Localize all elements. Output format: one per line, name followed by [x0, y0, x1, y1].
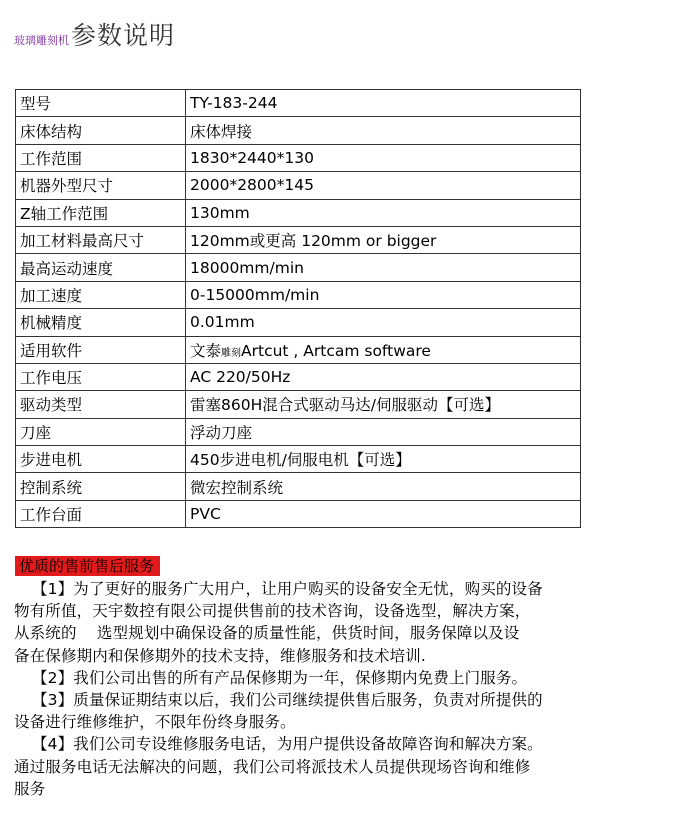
spec-value: TY-183-244	[186, 90, 581, 117]
spec-value: 1830*2440*130	[186, 144, 581, 171]
spec-label: 型号	[16, 90, 186, 117]
spec-value: AC 220/50Hz	[186, 363, 581, 390]
service-line: 备在保修期内和保修期外的技术支持，维修服务和技术培训.	[14, 646, 426, 665]
service-line: 从系统的 选型规划中确保设备的质量性能，供货时间，服务保障以及设	[14, 624, 520, 643]
spec-value: 18000mm/min	[186, 254, 581, 281]
service-line: 【1】为了更好的服务广大用户，让用户购买的设备安全无忧，购买的设备	[32, 580, 543, 598]
service-line: 设备进行维修维护，不限年份终身服务。	[14, 713, 296, 732]
service-line: 【3】质量保证期结束以后，我们公司继续提供售后服务，负责对所提供的	[32, 691, 543, 710]
spec-label: 步进电机	[16, 446, 186, 473]
title-main: 参数说明	[71, 21, 176, 50]
table-row	[16, 226, 581, 253]
service-text	[14, 578, 682, 800]
spec-label: 工作电压	[16, 363, 186, 390]
spec-label: 刀座	[16, 418, 186, 445]
spec-value	[186, 336, 581, 363]
spec-label: 适用软件	[16, 336, 186, 363]
spec-value: 450步进电机/伺服电机【可选】	[186, 446, 581, 473]
table-row	[16, 446, 581, 473]
table-row	[16, 391, 581, 418]
spec-label: 加工速度	[16, 281, 186, 308]
spec-label: 最高运动速度	[16, 254, 186, 281]
spec-label: Z轴工作范围	[16, 199, 186, 226]
service-line: 通过服务电话无法解决的问题，我们公司将派技术人员提供现场咨询和维修	[14, 757, 531, 776]
spec-value: 120mm或更高 120mm or bigger	[186, 226, 581, 253]
title-prefix: 玻璃雕刻机	[14, 34, 69, 47]
table-row	[16, 172, 581, 199]
spec-label: 驱动类型	[16, 391, 186, 418]
table-row	[16, 418, 581, 445]
spec-label: 工作台面	[16, 500, 186, 527]
spec-value: 床体焊接	[186, 117, 581, 144]
table-row	[16, 500, 581, 527]
spec-value: 130mm	[186, 199, 581, 226]
spec-value: 微宏控制系统	[186, 473, 581, 500]
service-line: 物有所值，天宇数控有限公司提供售前的技术咨询，设备选型，解决方案，	[14, 602, 531, 621]
table-row	[16, 254, 581, 281]
spec-value: 浮动刀座	[186, 418, 581, 445]
spec-value: 雷塞860H混合式驱动马达/伺服驱动【可选】	[186, 391, 581, 418]
service-line: 服务	[14, 779, 46, 798]
table-row	[16, 144, 581, 171]
spec-label: 机器外型尺寸	[16, 172, 186, 199]
table-row	[16, 281, 581, 308]
spec-label: 加工材料最高尺寸	[16, 226, 186, 253]
spec-value: 0.01mm	[186, 309, 581, 336]
table-row	[16, 473, 581, 500]
page-title	[14, 16, 175, 52]
spec-value: PVC	[186, 500, 581, 527]
table-row	[16, 336, 581, 363]
service-line: 【2】我们公司出售的所有产品保修期为一年，保修期内免费上门服务。	[32, 668, 528, 687]
table-row	[16, 117, 581, 144]
spec-label: 机械精度	[16, 309, 186, 336]
table-row	[16, 363, 581, 390]
spec-value: 2000*2800*145	[186, 172, 581, 199]
spec-label: 控制系统	[16, 473, 186, 500]
table-row	[16, 199, 581, 226]
spec-table	[15, 89, 581, 528]
software-name-a: 文泰	[190, 341, 222, 360]
service-line: 【4】我们公司专设维修服务电话，为用户提供设备故障咨询和解决方案。	[32, 735, 543, 754]
software-name-c: Artcut , Artcam software	[241, 341, 431, 360]
service-heading: 优质的售前售后服务	[15, 556, 160, 576]
table-row	[16, 309, 581, 336]
spec-label: 床体结构	[16, 117, 186, 144]
table-row	[16, 90, 581, 117]
spec-label: 工作范围	[16, 144, 186, 171]
software-name-b: 雕刻	[221, 347, 242, 359]
spec-value: 0-15000mm/min	[186, 281, 581, 308]
